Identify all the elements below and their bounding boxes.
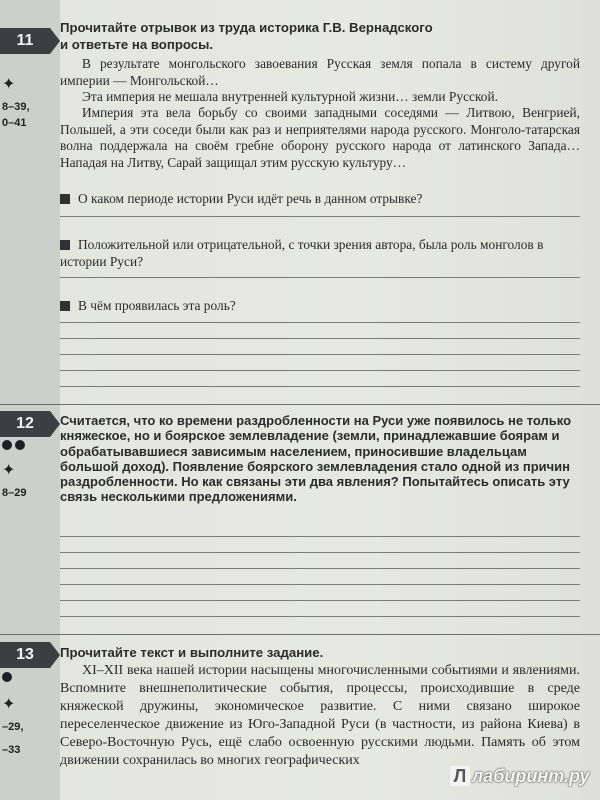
task-11-title-line2: и ответьте на вопросы. bbox=[60, 37, 214, 52]
task-12-text: Считается, что ко времени раздробленности на Руси уже появилось не только княжеское, но и боярское землевладение (земли, принадлежавшие боярам и обрабатывавшиеся зависимым населением, приносившие владельцам большой доход). Появление боярского землевладения стало одной из причин раздробленности. Но как связаны эти два явления? Попытайтесь описать эту связь несколькими предложениями. bbox=[60, 413, 572, 505]
margin-ref: –33 bbox=[2, 744, 21, 756]
square-bullet-icon bbox=[60, 194, 70, 204]
answer-line[interactable] bbox=[60, 584, 580, 585]
question-3 bbox=[60, 298, 580, 315]
section-divider bbox=[0, 404, 600, 405]
task-13-number: 13 bbox=[0, 642, 50, 668]
margin-ref: 8–39, bbox=[2, 101, 30, 113]
difficulty-dots bbox=[2, 440, 25, 450]
answer-line[interactable] bbox=[60, 322, 580, 323]
excerpt-paragraph: В результате монгольского завоевания Русская земля попала в систему другой империи — Монгольской… bbox=[60, 56, 580, 88]
star-icon: ✦ bbox=[2, 462, 16, 479]
answer-line[interactable] bbox=[60, 354, 580, 355]
difficulty-dot-icon bbox=[2, 440, 12, 450]
excerpt-paragraph: Империя эта вела борьбу со своими западными соседями — Литвою, Венгрией, Польшей, а эти соседи были как раз и неприятелями народа русского. Монголо-татарская волна поддержала на своём гребне оборону русского народа от латинского Запада… Нападая на Литву, Сарай защищал этим русскую культуру… bbox=[60, 105, 580, 170]
answer-line[interactable] bbox=[60, 216, 580, 217]
square-bullet-icon bbox=[60, 240, 70, 250]
task-12-number: 12 bbox=[0, 411, 50, 437]
question-1 bbox=[60, 191, 580, 208]
labirint-watermark bbox=[450, 766, 590, 787]
task-13-title: Прочитайте текст и выполните задание. bbox=[60, 645, 324, 660]
labirint-logo-icon: Л bbox=[450, 766, 470, 786]
task-11-number: 11 bbox=[0, 28, 50, 54]
answer-line[interactable] bbox=[60, 370, 580, 371]
answer-line[interactable] bbox=[60, 568, 580, 569]
answer-line[interactable] bbox=[60, 552, 580, 553]
answer-line[interactable] bbox=[60, 277, 580, 278]
question-2-text: Положительной или отрицательной, с точки зрения автора, была роль монголов в истории Руси? bbox=[60, 237, 544, 269]
answer-line[interactable] bbox=[60, 338, 580, 339]
answer-line[interactable] bbox=[60, 616, 580, 617]
star-icon: ✦ bbox=[2, 696, 16, 713]
difficulty-dot-icon bbox=[15, 440, 25, 450]
difficulty-dots bbox=[2, 672, 12, 682]
answer-line[interactable] bbox=[60, 600, 580, 601]
margin-ref: 8–29 bbox=[2, 487, 27, 499]
question-1-text: О каком периоде истории Руси идёт речь в данном отрывке? bbox=[78, 191, 423, 206]
excerpt-paragraph: Эта империя не мешала внутренней культурной жизни… земли Русской. bbox=[82, 89, 498, 104]
star-icon: ✦ bbox=[2, 76, 16, 93]
difficulty-dot-icon bbox=[2, 672, 12, 682]
task-11-title-line1: Прочитайте отрывок из труда историка Г.В. Вернадского bbox=[60, 20, 433, 35]
answer-line[interactable] bbox=[60, 536, 580, 537]
answer-line[interactable] bbox=[60, 386, 580, 387]
margin-ref: –29, bbox=[2, 721, 24, 733]
labirint-watermark-text: лабиринт.ру bbox=[472, 766, 590, 786]
square-bullet-icon bbox=[60, 301, 70, 311]
question-2 bbox=[60, 237, 580, 270]
task-13-paragraph: XI–XII века нашей истории насыщены многочисленными событиями и явлениями. Вспомните внешнеполитические события, процессы, происходившие в среде княжеской дружины, экономическое развитие. С ними связано широкое переселенческое движение из Юго-Западной Руси (в частности, из района Киева) в Северо-Восточную Русь, ещё слабо освоенную русскими людьми. Память об этом движении сохранилась во многих географических bbox=[60, 663, 580, 768]
section-divider bbox=[0, 634, 600, 635]
margin-ref: 0–41 bbox=[2, 117, 27, 129]
question-3-text: В чём проявилась эта роль? bbox=[78, 298, 236, 313]
